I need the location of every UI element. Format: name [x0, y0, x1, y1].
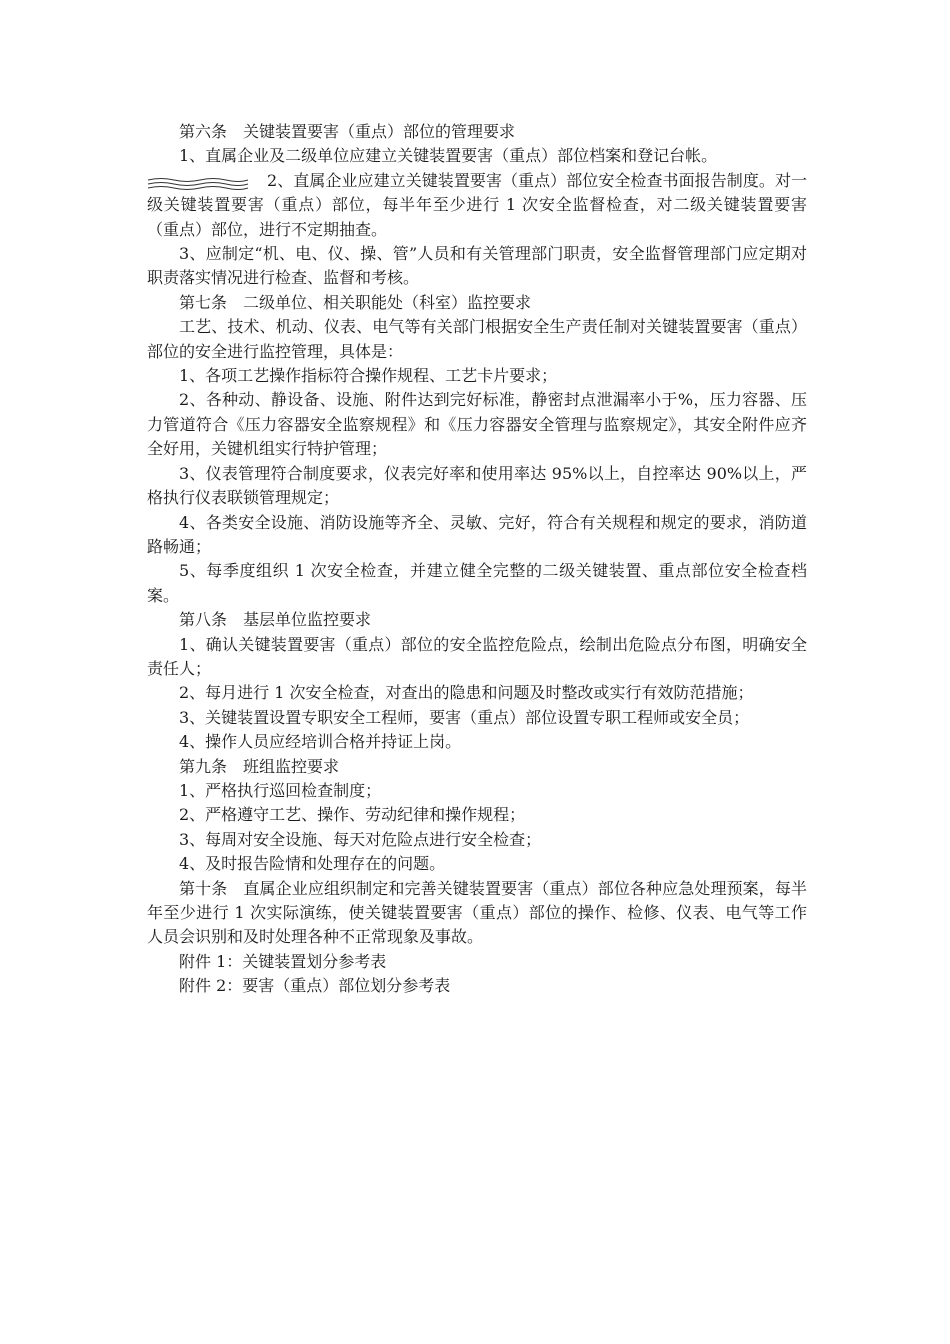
- article-7-heading: 第七条 二级单位、相关职能处（科室）监控要求: [179, 292, 532, 312]
- article-9-item-3: 3、每周对安全设施、每天对危险点进行安全检查；: [179, 829, 542, 849]
- attachment-1: 附件 1：关键装置划分参考表: [179, 951, 387, 971]
- article-6-heading: 第六条 关键装置要害（重点）部位的管理要求: [179, 122, 516, 141]
- article-8-item-2: 2、每月进行 1 次安全检查，对查出的隐患和问题及时整改或实行有效防范措施；: [179, 683, 754, 703]
- document-body: [147, 120, 807, 999]
- article-6-item-1: 1、直属企业及二级单位应建立关键装置要害（重点）部位档案和登记台帐。: [179, 146, 718, 166]
- article-7-intro: 工艺、技术、机动、仪表、电气等有关部门根据安全生产责任制对关键装置要害（重点）部位的安全进行监控管理，具体是：: [147, 317, 807, 361]
- article-8-heading: 第八条 基层单位监控要求: [179, 610, 372, 630]
- article-8-item-3: 3、关键装置设置专职安全工程师，要害（重点）部位设置专职工程师或安全员；: [179, 707, 750, 727]
- article-6-item-3: 3、应制定“机、电、仪、操、管”人员和有关管理部门职责，安全监督管理部门应定期对职责落实情况进行检查、监督和考核。: [147, 244, 807, 288]
- article-9-item-4: 4、及时报告险情和处理存在的问题。: [179, 854, 446, 874]
- article-8-item-4: 4、操作人员应经培训合格并持证上岗。: [179, 732, 462, 752]
- article-7-item-3: 3、仪表管理符合制度要求，仪表完好率和使用率达 95%以上，自控率达 90%以上，严格执行仪表联锁管理规定；: [147, 463, 807, 508]
- article-9-heading: 第九条 班组监控要求: [179, 756, 340, 776]
- article-7-item-2: 2、各种动、静设备、设施、附件达到完好标准，静密封点泄漏率小于%，压力容器、压力管道符合《压力容器安全监察规程》和《压力容器安全管理与监察规定》，其安全附件应齐全好用，关键机组实行特护管理；: [147, 390, 807, 459]
- article-9-item-2: 2、严格遵守工艺、操作、劳动纪律和操作规程；: [179, 805, 526, 825]
- article-10-text: 第十条 直属企业应组织制定和完善关键装置要害（重点）部位各种应急处理预案，每半年至少进行 1 次实际演练，使关键装置要害（重点）部位的操作、检修、仪表、电气等工作人员会识别和及时处理各种不正常现象及事故。: [147, 878, 807, 947]
- article-9-item-1: 1、严格执行巡回检查制度；: [179, 780, 382, 800]
- attachment-2: 附件 2：要害（重点）部位划分参考表: [179, 976, 451, 996]
- article-8-item-1: 1、确认关键装置要害（重点）部位的安全监控危险点，绘制出危险点分布图，明确安全责任人；: [147, 634, 807, 678]
- article-7-item-5: 5、每季度组织 1 次安全检查，并建立健全完整的二级关键装置、重点部位安全检查档案。: [147, 561, 807, 605]
- article-7-item-4: 4、各类安全设施、消防设施等齐全、灵敏、完好，符合有关规程和规定的要求，消防道路畅通；: [147, 512, 807, 556]
- article-7-item-1: 1、各项工艺操作指标符合操作规程、工艺卡片要求；: [179, 366, 558, 386]
- article-6-item-2: 2、直属企业应建立关键装置要害（重点）部位安全检查书面报告制度。对一级关键装置要害（重点）部位，每半年至少进行 1 次安全监督检查，对二级关键装置要害（重点）部位，进行不定期抽查。: [147, 170, 807, 239]
